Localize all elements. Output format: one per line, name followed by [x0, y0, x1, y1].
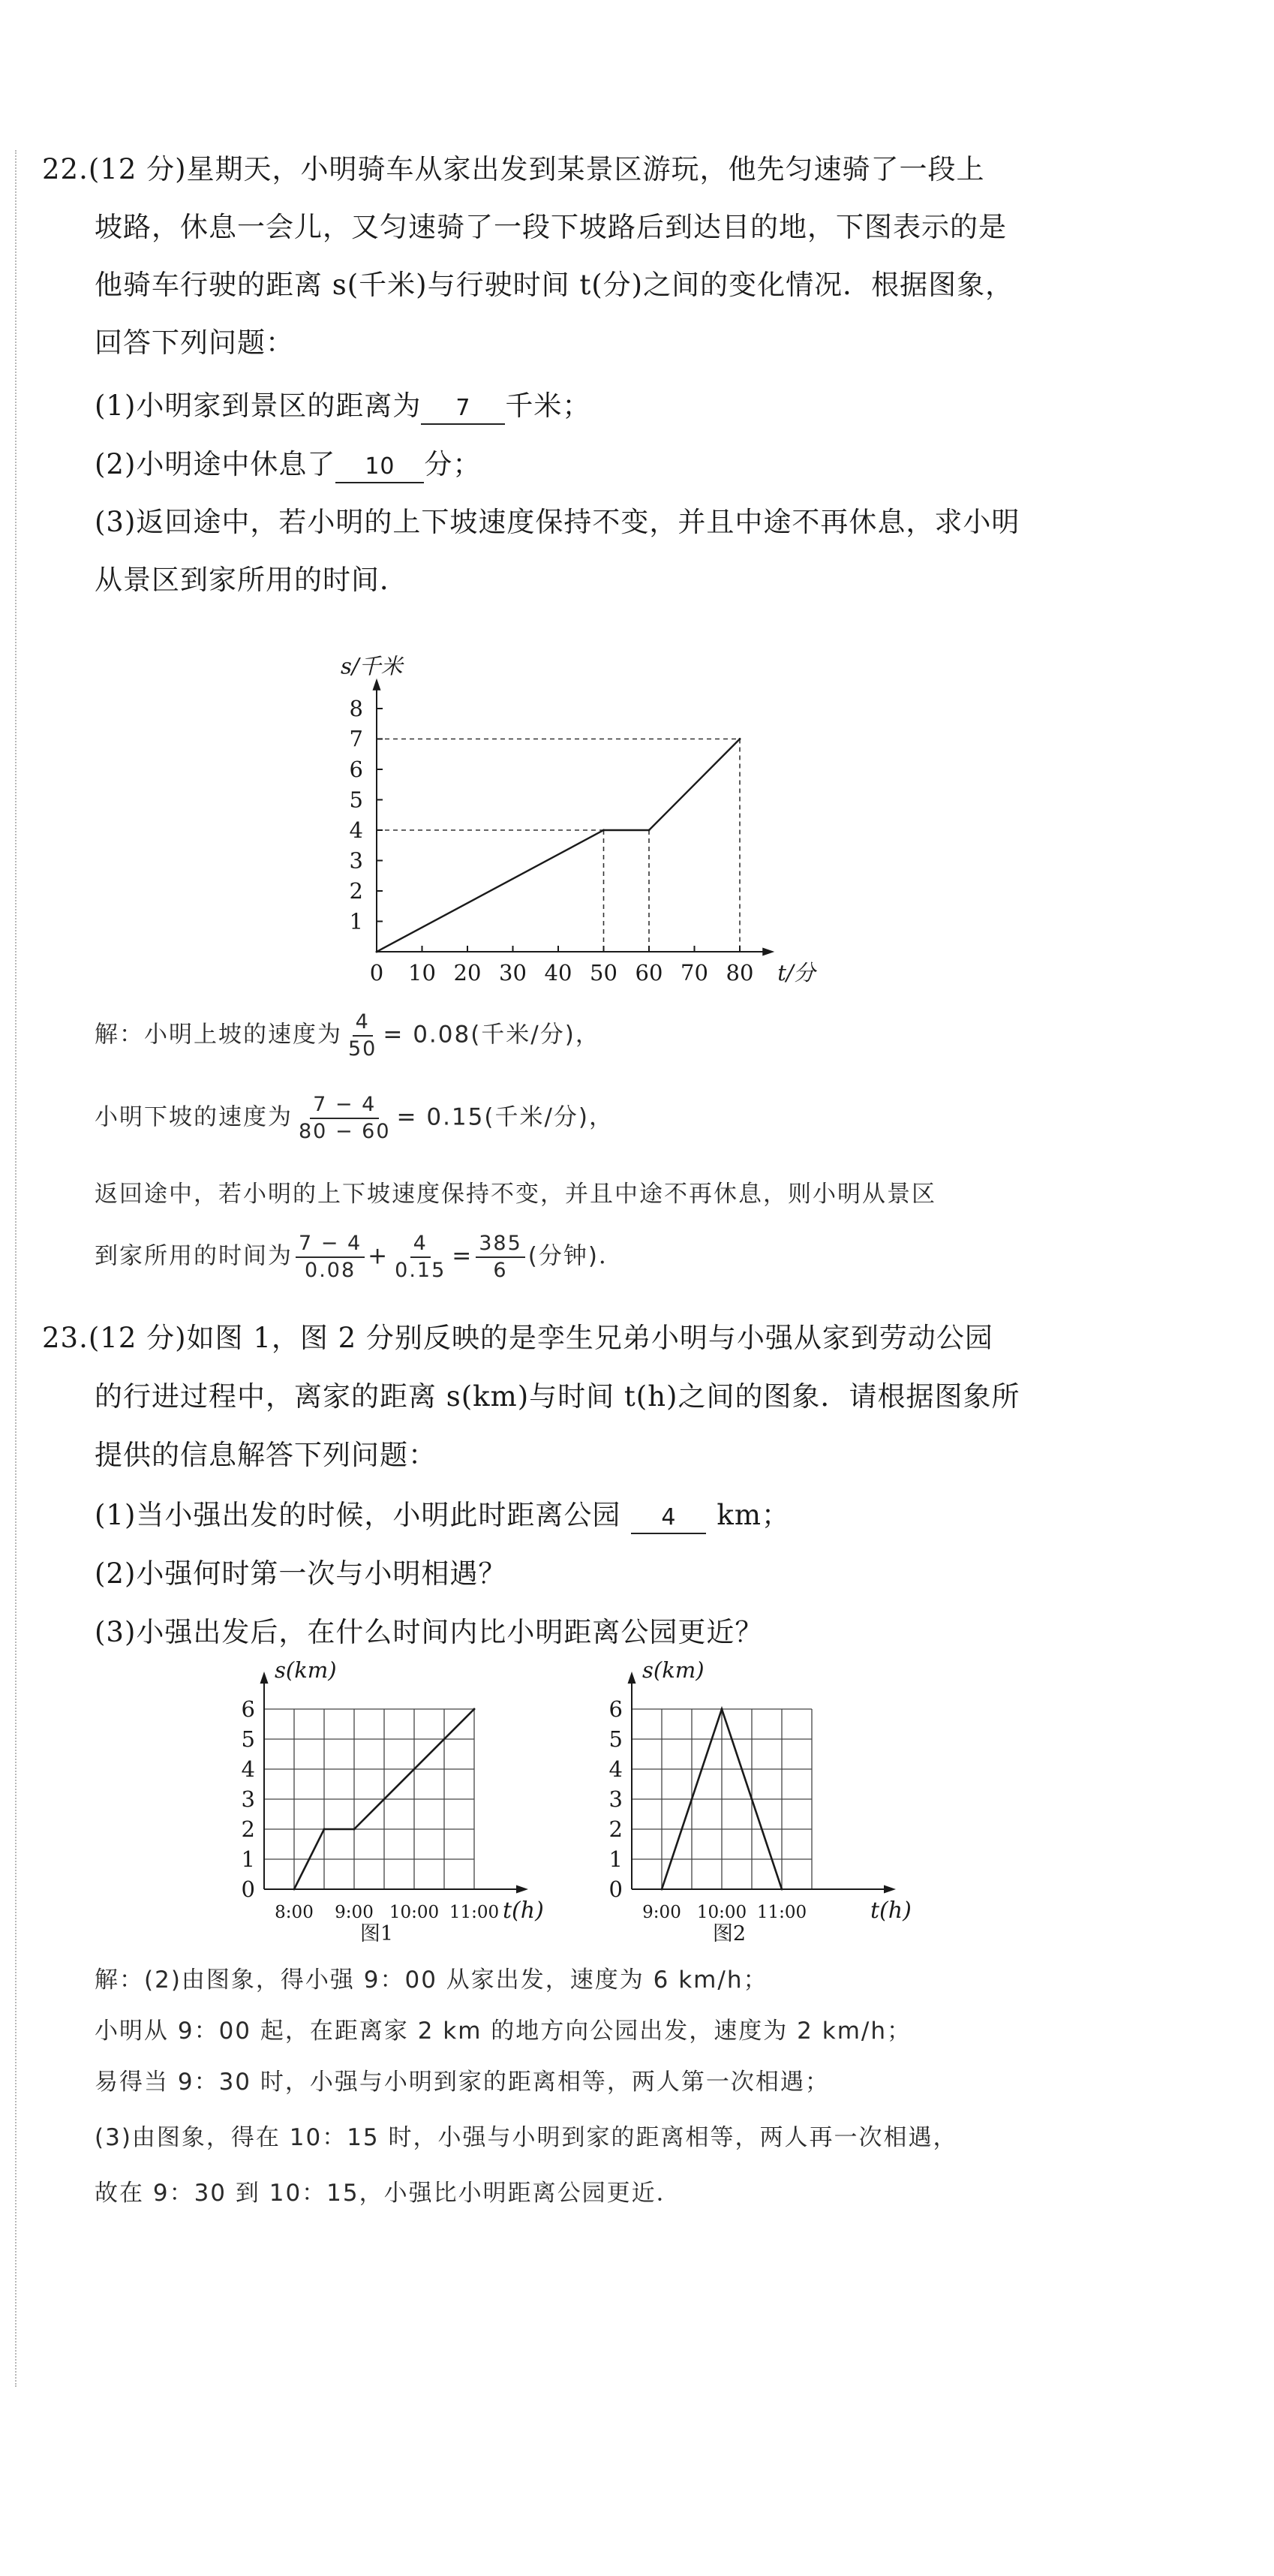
q23-stem-line-1: 23.(12 分)如图 1，图 2 分别反映的是孪生兄弟小明与小强从家到劳动公园 [42, 1322, 993, 1354]
q22-solution-line-2: 小明下坡的速度为 $\frac{7 - 4}{80 - 60}$ = 0.15(千米/分)， [95, 1093, 614, 1143]
x-tick-label: 40 [544, 960, 572, 986]
data-point [473, 1708, 476, 1711]
q22-part-3-line-1: (3)返回途中，若小明的上下坡速度保持不变，并且中途不再休息，求小明 [95, 506, 1020, 538]
q23-solution-line-4: (3)由图象，得在 10：15 时，小强与小明到家的距离相等，两人再一次相遇， [95, 2124, 958, 2151]
origin-label: 0 [608, 1876, 623, 1902]
x-tick-label: 10 [408, 960, 436, 986]
y-tick-label: 4 [349, 817, 363, 843]
q23-part-3: (3)小强出发后，在什么时间内比小明距离公园更近？ [95, 1616, 764, 1648]
fraction-total-time: $\frac{385}{6}$ [476, 1231, 525, 1283]
data-point [602, 829, 605, 832]
q23-solution-line-1: 解：(2)由图象，得小强 9：00 从家出发，速度为 6 km/h； [95, 1967, 768, 1994]
x-tick-label: 11:00 [756, 1903, 807, 1922]
x-tick-label: 8:00 [275, 1903, 314, 1922]
data-point [376, 951, 378, 953]
x-tick-label: 10:00 [696, 1903, 747, 1922]
q23-solution-line-3: 易得当 9：30 时，小强与小明到家的距离相等，两人第一次相遇； [95, 2069, 830, 2096]
y-tick-label: 8 [349, 696, 363, 721]
fraction-downhill-speed: $\frac{7 - 4}{80 - 60}$ [299, 1093, 391, 1143]
x-axis-label: t/分 [777, 960, 816, 986]
data-point [781, 1888, 783, 1891]
data-point [661, 1888, 663, 1891]
x-axis-arrow [884, 1885, 896, 1894]
margin-dotted-line [15, 150, 17, 2387]
y-tick-label: 1 [608, 1846, 623, 1872]
y-axis-label: s/千米 [341, 653, 403, 679]
q22-solution-line-4: 到家所用的时间为 $\frac{7 - 4}{0.08}$ + $\frac{4}{0.15}$ = $\frac{385}{6}$ (分钟)． [95, 1232, 623, 1282]
y-tick-label: 5 [608, 1726, 623, 1752]
y-tick-label: 5 [349, 787, 363, 813]
y-tick-label: 7 [349, 726, 363, 752]
q22-stem-line-4: 回答下列问题： [95, 327, 294, 359]
x-axis-label: t(h) [503, 1897, 544, 1924]
q23-solution-line-5: 故在 9：30 到 10：15，小强比小明距离公园更近． [95, 2180, 681, 2207]
q22-solution-line-1: 解：小明上坡的速度为 $\frac{4}{50}$ = 0.08(千米/分)， [95, 1010, 600, 1061]
data-point [739, 738, 741, 740]
fraction-uphill-speed: $\frac{4}{50}$ [348, 1010, 377, 1061]
q22-part-2: (2)小明途中休息了 10 分； [95, 441, 481, 483]
y-axis-label: s(km) [642, 1657, 705, 1683]
y-tick-label: 6 [241, 1696, 255, 1722]
y-tick-label: 1 [349, 908, 363, 934]
q22-stem-line-3: 他骑车行驶的距离 s(千米)与行驶时间 t(分)之间的变化情况．根据图象， [95, 269, 1014, 301]
figure-caption: 图1 [359, 1922, 394, 1944]
x-tick-label: 70 [681, 960, 708, 986]
y-tick-label: 1 [241, 1846, 255, 1872]
q22-stem-line-1: 22.(12 分)星期天，小明骑车从家出发到某景区游玩，他先匀速骑了一段上 [42, 153, 985, 185]
x-tick-label: 60 [635, 960, 663, 986]
x-tick-label: 20 [453, 960, 482, 986]
origin-label: 0 [369, 960, 384, 986]
q23-solution-line-2: 小明从 9：00 起，在距离家 2 km 的地方向公园出发，速度为 2 km/h； [95, 2018, 912, 2045]
y-tick-label: 5 [241, 1726, 255, 1752]
q22-stem-line-2: 坡路，休息一会儿，又匀速骑了一段下坡路后到达目的地，下图表示的是 [95, 211, 1007, 243]
data-point [721, 1708, 723, 1711]
figure-2-xiaoqiang-chart [593, 1655, 938, 1944]
x-tick-label: 10:00 [389, 1903, 440, 1922]
x-axis-arrow [762, 948, 774, 956]
y-tick-label: 4 [608, 1756, 623, 1782]
q22-answer-1: 7 [421, 393, 505, 425]
data-point [293, 1888, 296, 1891]
y-tick-label: 2 [349, 878, 363, 904]
figure-1-xiaoming-chart [225, 1655, 570, 1944]
x-axis-label: t(h) [870, 1897, 912, 1924]
y-tick-label: 3 [349, 847, 363, 874]
y-tick-label: 2 [608, 1816, 623, 1842]
q23-stem-line-2: 的行进过程中，离家的距离 s(km)与时间 t(h)之间的图象．请根据图象所 [95, 1380, 1020, 1413]
y-tick-label: 3 [241, 1786, 255, 1812]
data-point [648, 829, 651, 832]
q23-stem-line-3: 提供的信息解答下列问题： [95, 1439, 437, 1471]
x-tick-label: 50 [590, 960, 617, 986]
x-tick-label: 30 [499, 960, 527, 986]
x-tick-label: 80 [726, 960, 754, 986]
y-axis-arrow [260, 1672, 269, 1684]
y-tick-label: 2 [241, 1816, 255, 1842]
y-axis-arrow [373, 679, 381, 691]
q22-distance-time-chart [315, 615, 855, 991]
q22-part-1: (1)小明家到景区的距离为 7 千米； [95, 383, 590, 425]
x-axis-arrow [516, 1885, 528, 1894]
y-tick-label: 3 [608, 1786, 623, 1812]
x-tick-label: 11:00 [449, 1903, 500, 1922]
figure-caption: 图2 [712, 1922, 747, 1944]
y-axis-arrow [628, 1672, 636, 1684]
y-tick-label: 6 [349, 757, 363, 782]
y-axis-label: s(km) [275, 1657, 337, 1683]
q23-part-2: (2)小强何时第一次与小明相遇？ [95, 1557, 507, 1590]
x-tick-label: 9:00 [642, 1903, 681, 1922]
fraction-downhill-time: $\frac{4}{0.15}$ [395, 1232, 446, 1282]
y-tick-label: 6 [608, 1696, 623, 1722]
q22-answer-2: 10 [335, 452, 424, 483]
series-line-xiaoming [377, 739, 740, 952]
q23-answer-1: 4 [631, 1503, 706, 1534]
x-tick-label: 9:00 [335, 1903, 374, 1922]
origin-label: 0 [241, 1876, 255, 1902]
fraction-uphill-time: $\frac{7 - 4}{0.08}$ [296, 1231, 365, 1283]
q22-part-3-line-2: 从景区到家所用的时间． [95, 564, 408, 596]
q22-solution-line-3: 返回途中，若小明的上下坡速度保持不变，并且中途不再休息，则小明从景区 [95, 1181, 936, 1208]
data-point [353, 1828, 356, 1831]
q23-part-1: (1)当小强出发的时候，小明此时距离公园 4 km； [95, 1492, 790, 1534]
y-tick-label: 4 [241, 1756, 255, 1782]
data-point [323, 1828, 326, 1831]
